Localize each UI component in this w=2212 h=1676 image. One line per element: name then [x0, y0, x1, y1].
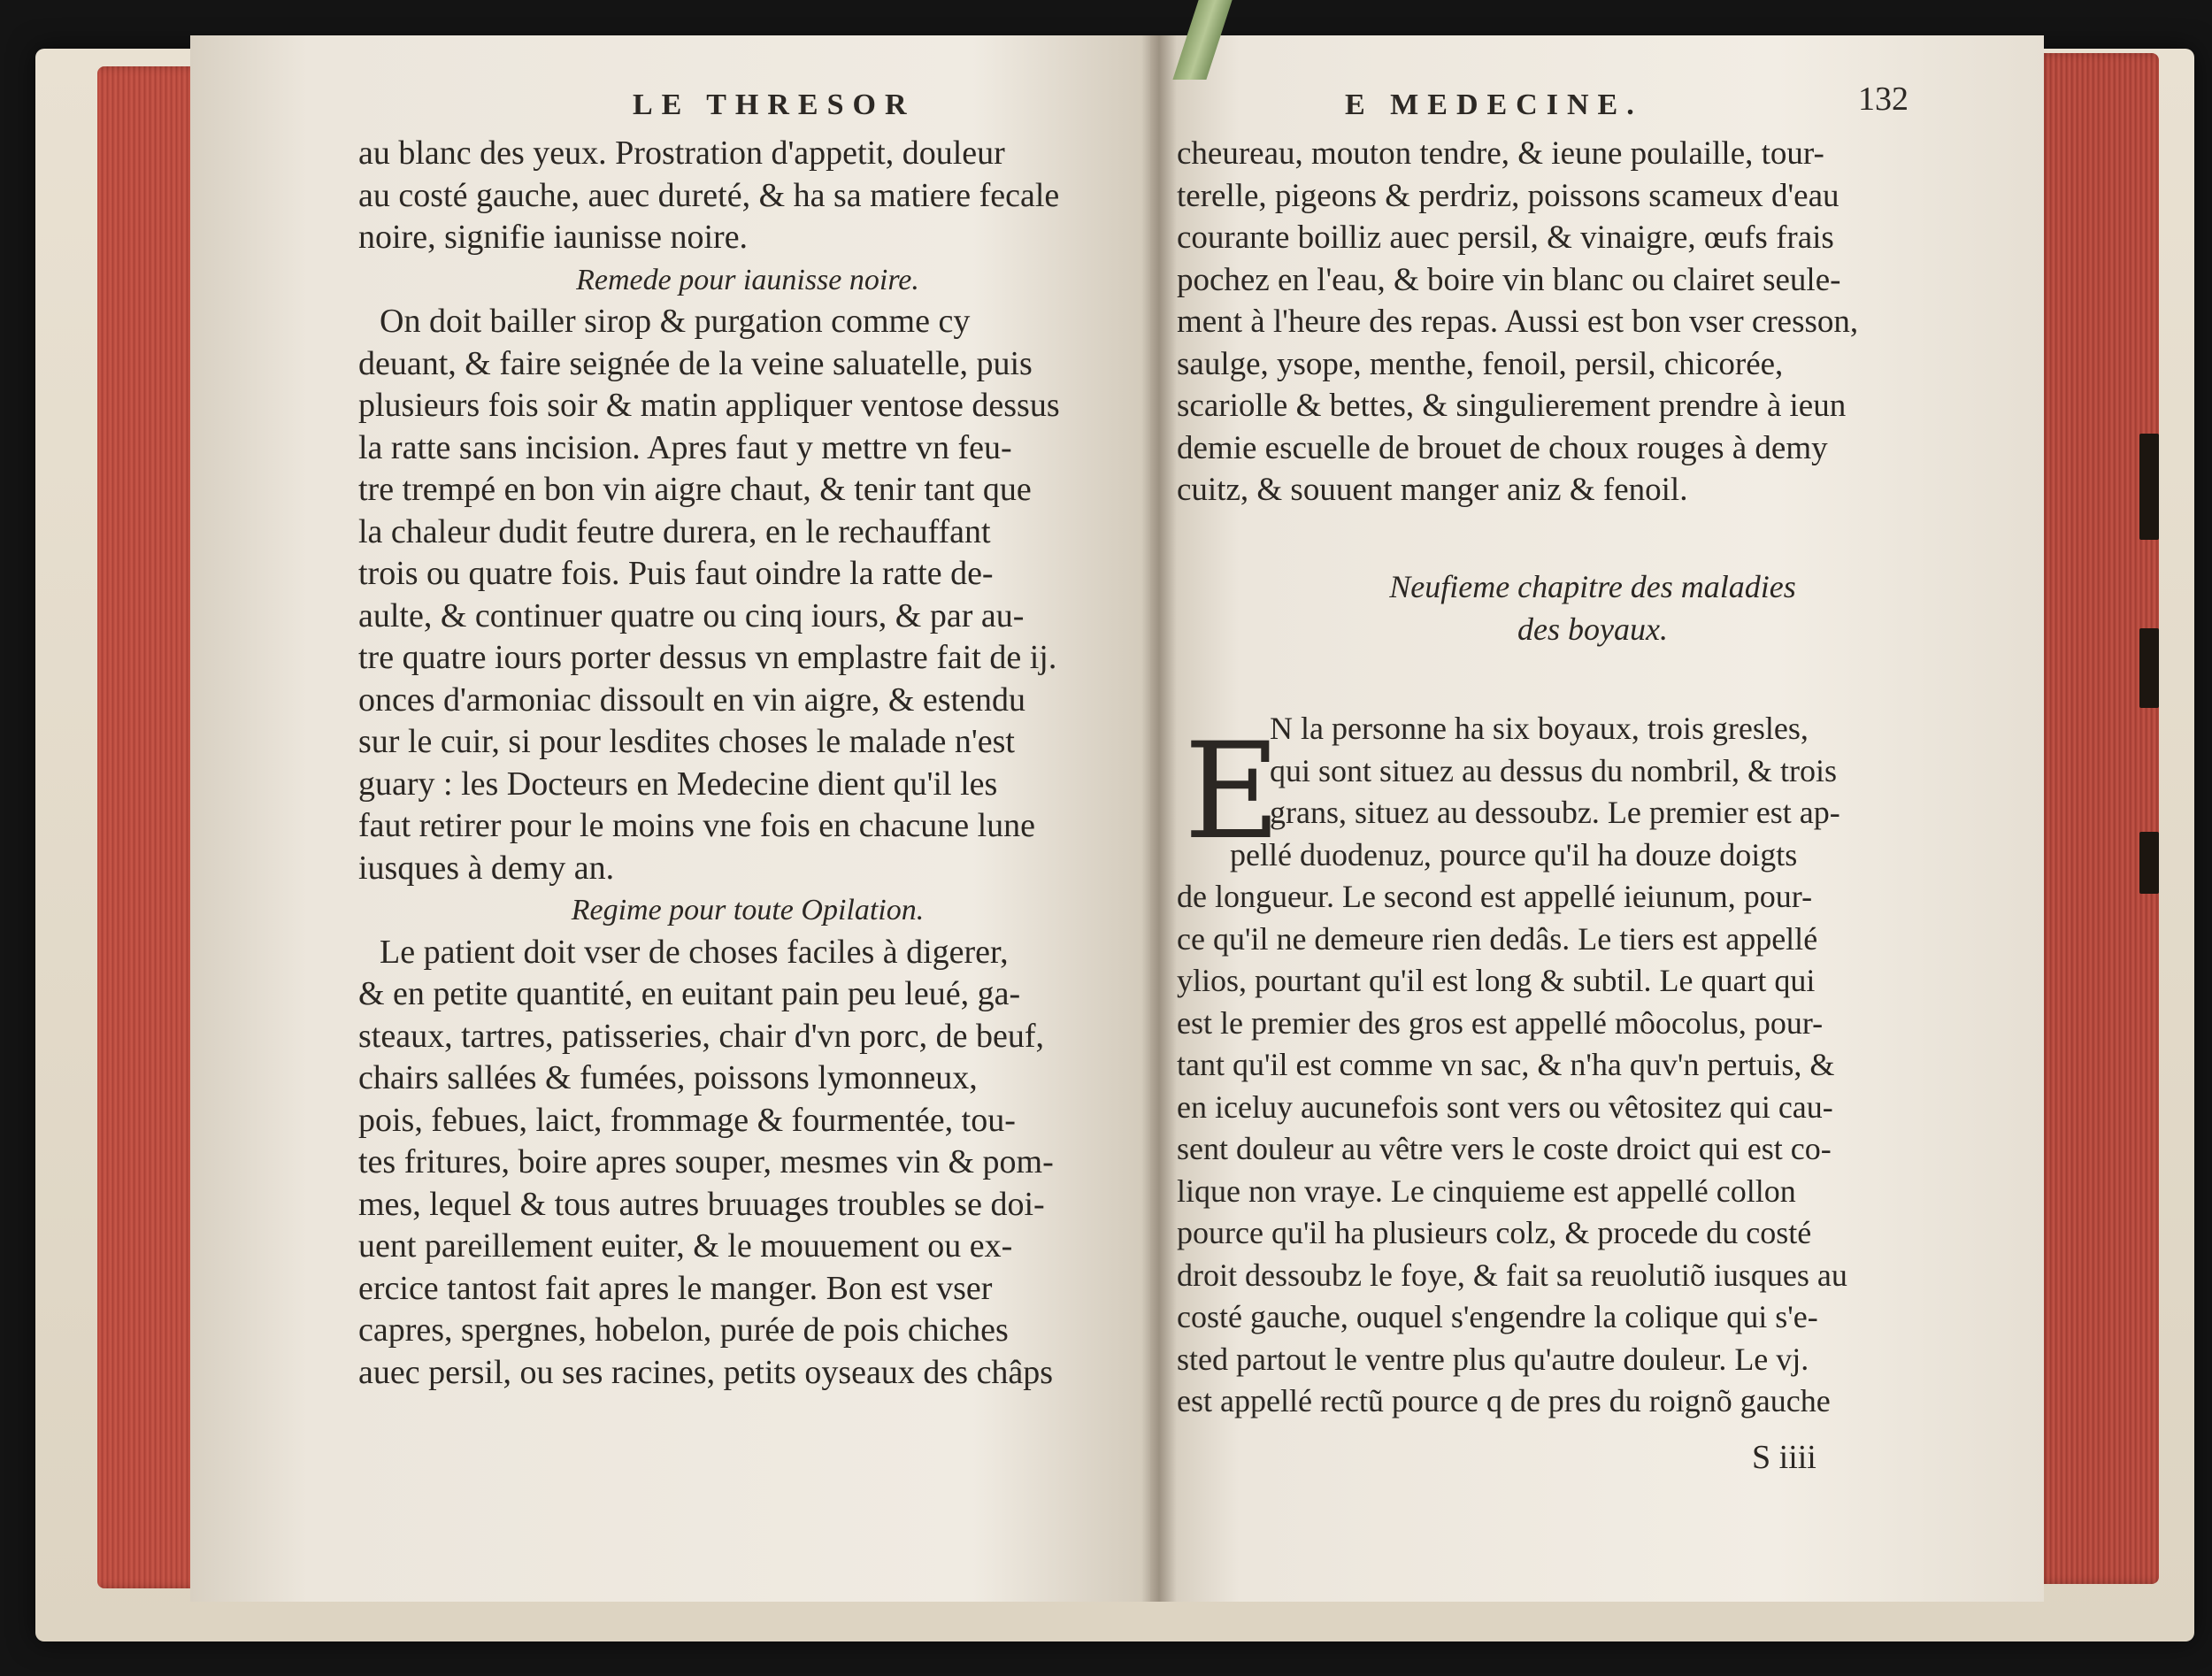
- text-line: demie escuelle de brouet de choux rouges à demy: [1177, 429, 1828, 466]
- text-line: tant qu'il est comme vn sac, & n'ha quv'n pertuis, &: [1177, 1047, 1835, 1082]
- text-line: en iceluy aucunefois sont vers ou vêtositez qui cau-: [1177, 1088, 1833, 1125]
- text-line: uent pareillement euiter, & le mouuement ou ex-: [358, 1227, 1013, 1265]
- chapter-heading-line-1: Neufieme chapitre des maladies: [1389, 569, 1796, 604]
- text-line: cheureau, mouton tendre, & ieune poulaille, tour-: [1177, 135, 1824, 172]
- text-line: sent douleur au vêtre vers le coste droict qui est co-: [1177, 1131, 1832, 1166]
- page-number: 132: [1858, 81, 1909, 118]
- section-heading: Regime pour toute Opilation.: [571, 894, 925, 926]
- text-line: Le patient doit vser de choses faciles à digerer,: [380, 933, 1009, 971]
- right-page: [1150, 35, 2044, 1602]
- text-line: de longueur. Le second est appellé ieiunum, pour-: [1177, 879, 1813, 914]
- text-line: la chaleur dudit feutre durera, en le rechauffant: [358, 512, 991, 550]
- left-page-text: [358, 133, 1137, 1394]
- text-line: N la personne ha six boyaux, trois gresles,: [1270, 711, 1809, 746]
- text-line: pochez en l'eau, & boire vin blanc ou clairet seule-: [1177, 261, 1841, 298]
- text-line: costé gauche, ouquel s'engendre la colique qui s'e-: [1177, 1299, 1818, 1334]
- text-line: onces d'armoniac dissoult en vin aigre, & estendu: [358, 680, 1025, 719]
- edge-tab-1: [2139, 434, 2159, 540]
- text-line: sted partout le ventre plus qu'autre douleur. Le vj.: [1177, 1341, 1809, 1377]
- text-line: pellé duodenuz, pource qu'il ha douze doigts: [1230, 836, 1798, 873]
- text-line: est le premier des gros est appellé môocolus, pour-: [1177, 1004, 1824, 1041]
- book-gutter: [1141, 35, 1177, 1602]
- text-line: droit dessoubz le foye, & fait sa reuolutiõ iusques au: [1177, 1257, 1847, 1293]
- text-line: & en petite quantité, en euitant pain peu leué, ga-: [358, 975, 1021, 1012]
- text-line: chairs sallées & fumées, poissons lymonneux,: [358, 1059, 978, 1096]
- running-head-right: E MEDECINE.: [1345, 88, 1643, 121]
- text-line: qui sont situez au dessus du nombril, & trois: [1270, 752, 1837, 788]
- text-line: noire, signifie iaunisse noire.: [358, 219, 749, 256]
- text-line: pource qu'il ha plusieurs colz, & procede du costé: [1177, 1215, 1812, 1250]
- text-line: mes, lequel & tous autres bruuages troubles se doi-: [358, 1185, 1045, 1223]
- text-line: guary : les Docteurs en Medecine dient qu'il les: [358, 765, 998, 803]
- text-line: au blanc des yeux. Prostration d'appetit, douleur: [358, 135, 1005, 172]
- text-line: tes fritures, boire apres souper, mesmes vin & pom-: [358, 1143, 1054, 1180]
- edge-tab-3: [2139, 832, 2159, 894]
- chapter-heading: [1283, 566, 1902, 650]
- text-line: terelle, pigeons & perdriz, poissons scameux d'eau: [1177, 177, 1839, 214]
- text-line: est appellé rectũ pource q de pres du roignõ gauche: [1177, 1383, 1831, 1418]
- text-line: ment à l'heure des repas. Aussi est bon vser cresson,: [1177, 304, 1859, 340]
- text-line: courante boilliz auec persil, & vinaigre, œufs frais: [1177, 219, 1834, 256]
- text-line: pois, febues, laict, frommage & fourmentée, tou-: [358, 1101, 1016, 1139]
- chapter-heading-line-2: des boyaux.: [1517, 611, 1668, 647]
- running-head-left: LE THRESOR: [633, 88, 916, 121]
- section-heading: Remede pour iaunisse noire.: [576, 263, 919, 296]
- text-line: cuitz, & souuent manger aniz & fenoil.: [1177, 472, 1688, 508]
- chapter-text: [1177, 708, 1991, 1423]
- drop-cap: E: [1184, 715, 1281, 869]
- signature-mark: S iiii: [1752, 1439, 1816, 1476]
- text-line: saulge, ysope, menthe, fenoil, persil, chicorée,: [1177, 345, 1784, 382]
- text-line: faut retirer pour le moins vne fois en chacune lune: [358, 807, 1035, 844]
- page-edges-left: [97, 66, 204, 1588]
- text-line: deuant, & faire seignée de la veine saluatelle, puis: [358, 344, 1033, 382]
- text-line: grans, situez au dessoubz. Le premier est ap-: [1270, 795, 1840, 830]
- text-line: au costé gauche, auec dureté, & ha sa matiere fecale: [358, 176, 1060, 214]
- text-line: tre trempé en bon vin aigre chaut, & tenir tant que: [358, 471, 1032, 508]
- text-line: On doit bailler sirop & purgation comme cy: [380, 303, 971, 340]
- text-line: trois ou quatre fois. Puis faut oindre la ratte de-: [358, 555, 994, 592]
- text-line: tre quatre iours porter dessus vn emplastre fait de ij.: [358, 639, 1057, 676]
- text-line: auec persil, ou ses racines, petits oyseaux des châps: [358, 1353, 1054, 1391]
- edge-tab-2: [2139, 628, 2159, 708]
- text-line: ce qu'il ne demeure rien dedâs. Le tiers est appellé: [1177, 920, 1818, 957]
- text-line: iusques à demy an.: [358, 849, 615, 887]
- page-edges-right: [2035, 53, 2159, 1584]
- text-line: aulte, & continuer quatre ou cinq iours, & par au-: [358, 596, 1025, 634]
- text-line: ylios, pourtant qu'il est long & subtil. Le quart qui: [1177, 963, 1816, 998]
- left-page: [190, 35, 1168, 1602]
- text-line: lique non vraye. Le cinquieme est appellé collon: [1177, 1172, 1796, 1209]
- text-line: plusieurs fois soir & matin appliquer ventose dessus: [358, 387, 1060, 424]
- text-line: ercice tantost fait apres le manger. Bon est vser: [358, 1269, 993, 1307]
- text-line: capres, spergnes, hobelon, purée de pois chiches: [358, 1311, 1009, 1349]
- text-line: sur le cuir, si pour lesdites choses le malade n'est: [358, 723, 1015, 760]
- text-line: scariolle & bettes, & singulierement prendre à ieun: [1177, 388, 1847, 424]
- text-line: steaux, tartres, patisseries, chair d'vn porc, de beuf,: [358, 1017, 1045, 1055]
- text-line: la ratte sans incision. Apres faut y mettre vn feu-: [358, 428, 1012, 466]
- right-page-text: [1177, 133, 1973, 511]
